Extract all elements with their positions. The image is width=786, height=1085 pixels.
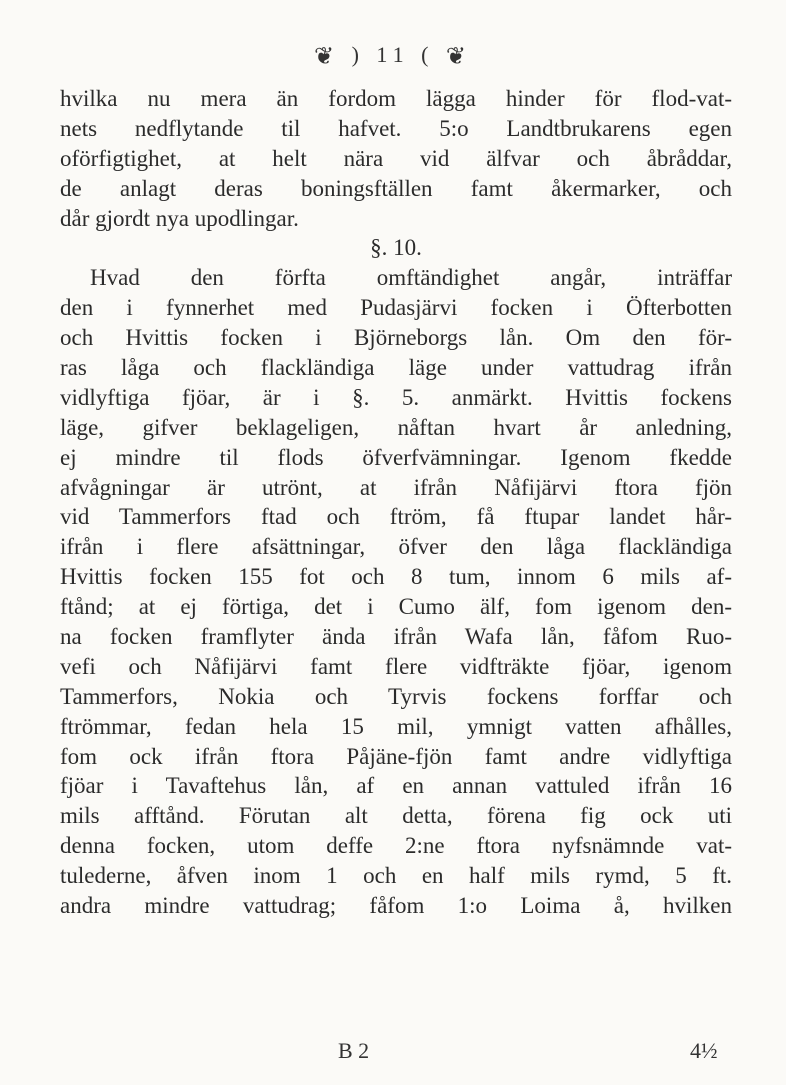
body-text <box>60 84 732 921</box>
text-line: na focken framflyter ända ifrån Wafa lån, fåfom Ruo- <box>60 624 732 650</box>
fleuron-left-icon: ❦ <box>313 44 341 70</box>
signature-mark: B 2 <box>338 1038 370 1063</box>
text-line: ftånd; at ej förtiga, det i Cumo älf, fom igenom den- <box>60 594 732 620</box>
text-line: och Hvittis focken i Björneborgs lån. Om den för- <box>60 325 732 351</box>
text-line: de anlagt deras boningsftällen famt åkermarker, och <box>60 175 732 201</box>
text-line: mils afftånd. Förutan alt detta, förena fig ock uti <box>60 803 732 829</box>
text-line: Tammerfors, Nokia och Tyrvis fockens forffar och <box>60 683 732 709</box>
text-line: nets nedflytande til hafvet. 5:o Landtbrukarens egen <box>60 115 732 141</box>
text-line: andra mindre vattudrag; fåfom 1:o Loima å, hvilken <box>60 893 732 919</box>
text-line: läge, gifver beklageligen, nåftan hvart år anledning, <box>60 414 732 440</box>
text-line: fom ock ifrån ftora Påjäne-fjön famt andre vidlyftiga <box>60 743 732 769</box>
text-line: dår gjordt nya upodlingar. <box>60 205 299 231</box>
section-heading: §. 10. <box>370 235 422 261</box>
text-line: oförfigtighet, at helt nära vid älfvar och åbråddar, <box>60 145 732 171</box>
page-number: ) 11 ( <box>351 42 435 67</box>
text-line: vid Tammerfors ftad och ftröm, få ftupar landet hår- <box>60 504 732 530</box>
text-line: fjöar i Tavaftehus lån, af en annan vattuled ifrån 16 <box>60 773 732 799</box>
page-footer <box>0 1038 786 1068</box>
text-line: ftrömmar, fedan hela 15 mil, ymnigt vatten afhålles, <box>60 713 732 739</box>
text-line: ras låga och flackländiga läge under vattudrag ifrån <box>60 355 732 381</box>
text-line: Hvittis focken 155 fot och 8 tum, innom 6 mils af- <box>60 564 732 590</box>
text-line: ifrån i flere afsättningar, öfver den låga flackländiga <box>60 534 732 560</box>
text-line: den i fynnerhet med Pudasjärvi focken i Öfterbotten <box>60 295 732 321</box>
page-header <box>0 42 786 71</box>
sheet-number: 4½ <box>690 1038 718 1063</box>
text-line: vidlyftiga fjöar, är i §. 5. anmärkt. Hvittis fockens <box>60 384 732 410</box>
text-line: tulederne, åfven inom 1 och en half mils rymd, 5 ft. <box>60 863 732 889</box>
text-line: Hvad den förfta omftändighet angår, inträffar <box>90 265 732 291</box>
text-line: ej mindre til flods öfverfvämningar. Igenom fkedde <box>60 444 732 470</box>
text-line: vefi och Nåfijärvi famt flere vidfträkte fjöar, igenom <box>60 653 732 679</box>
fleuron-right-icon: ❦ <box>445 44 473 70</box>
text-line: denna focken, utom deffe 2:ne ftora nyfsnämnde vat- <box>60 833 732 859</box>
text-line: hvilka nu mera än fordom lägga hinder för flod-vat- <box>60 86 732 111</box>
text-line: afvågningar är utrönt, at ifrån Nåfijärvi ftora fjön <box>60 474 732 500</box>
